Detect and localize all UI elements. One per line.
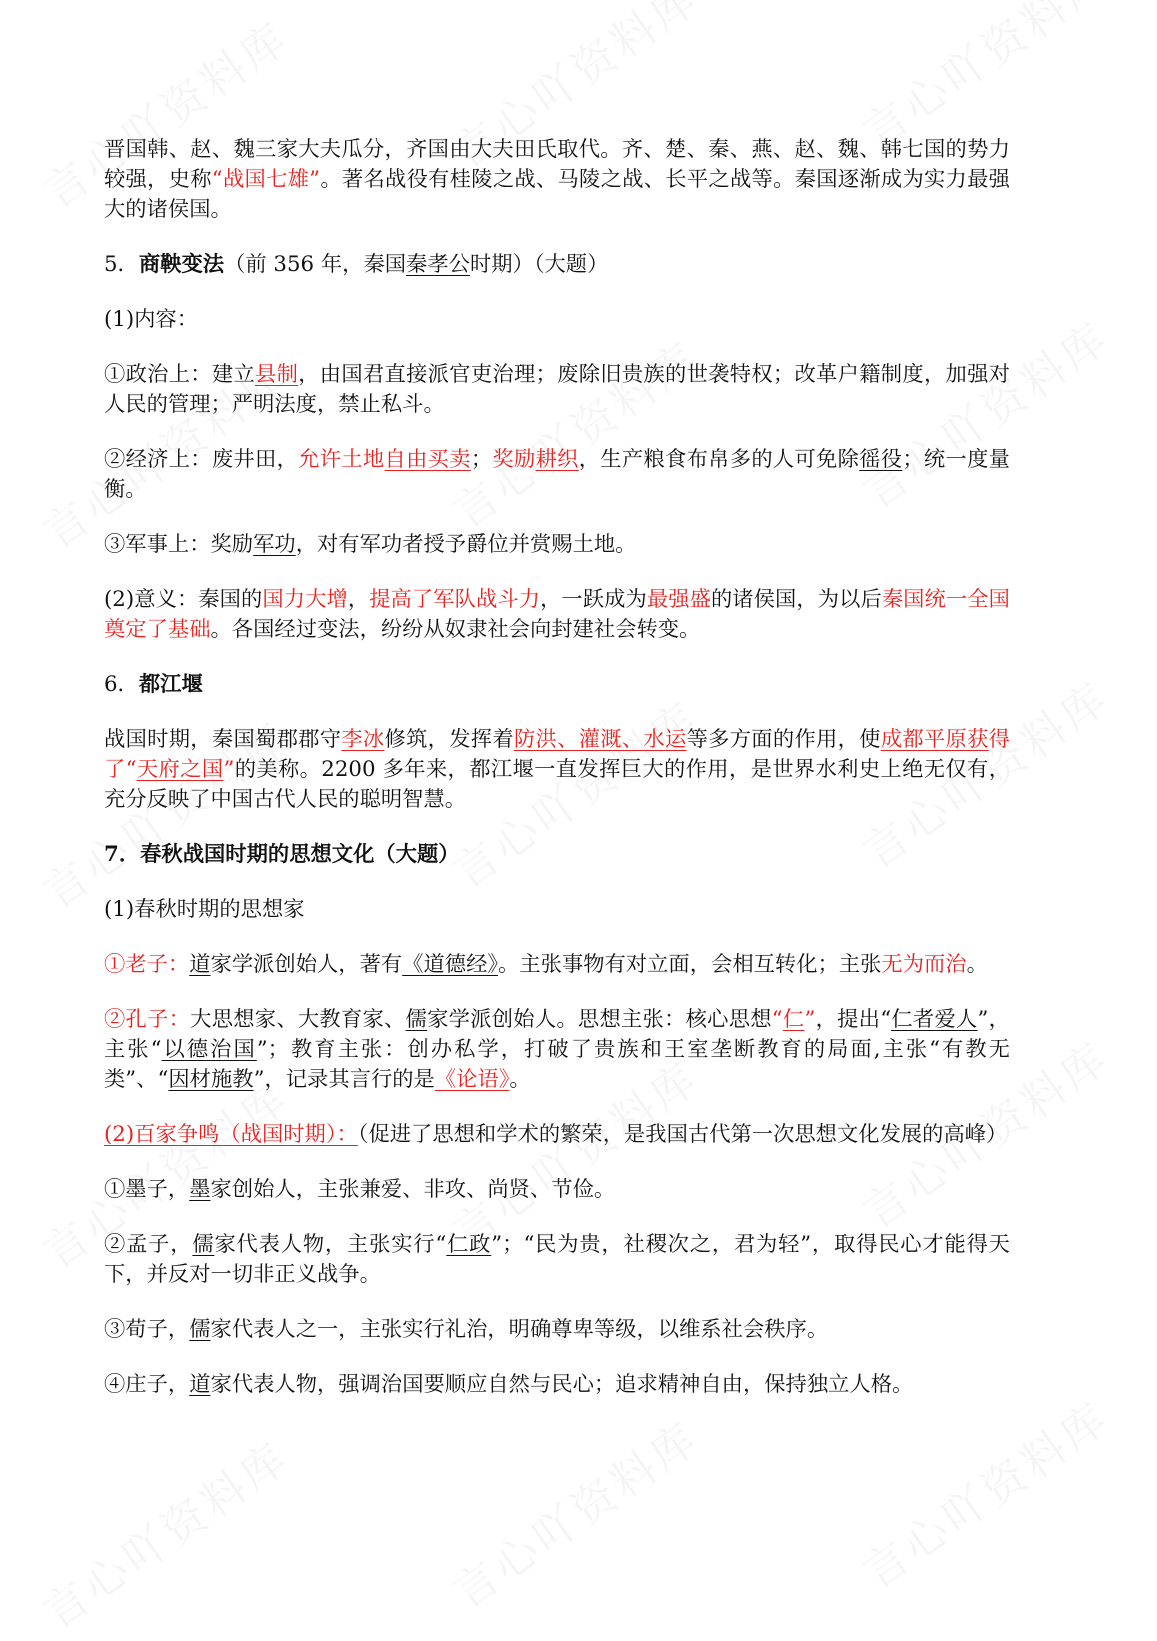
- bold-heading-text: 7．春秋战国时期的思想文化（大题）: [104, 842, 460, 867]
- highlighted-key-term: 仁: [782, 1007, 805, 1032]
- underlined-term: 仁政: [446, 1232, 492, 1257]
- highlighted-text: “: [771, 1007, 783, 1032]
- text-run: ，提出“: [815, 1007, 892, 1032]
- section-5-heading: [104, 250, 1010, 280]
- highlighted-key-term: 《论语》: [434, 1067, 510, 1092]
- zhuangzi: [104, 1370, 1010, 1400]
- text-run: ”；“民为贵，社稷次之，君为轻”，取得民心才能得天下，并反对一切非正义战争。: [104, 1232, 1010, 1287]
- underlined-term: 因材施教: [168, 1067, 254, 1092]
- text-run: (1)内容：: [104, 307, 199, 332]
- dujiangyan-text: [104, 725, 1010, 815]
- text-run: 修筑，发挥着: [384, 727, 514, 752]
- text-run: 家学派创始人。思想主张：核心思想: [427, 1007, 772, 1032]
- text-run: 5．: [104, 252, 139, 277]
- highlighted-text: 提高了军队战斗力: [369, 587, 541, 612]
- text-run: ；统一度量衡。: [104, 447, 1010, 502]
- text-run: ，: [347, 587, 370, 612]
- text-run: 家代表人之一，主张实行礼治，明确尊卑等级，以维系社会秩序。: [210, 1317, 829, 1342]
- text-run: 家学派创始人，著有: [210, 952, 403, 977]
- text-run: 。各国经过变法，纷纷从奴隶社会向封建社会转变。: [210, 617, 701, 642]
- text-run: 。: [509, 1067, 531, 1092]
- political-reform: [104, 360, 1010, 420]
- text-run: (2)意义：秦国的: [104, 587, 263, 612]
- military-reform: [104, 530, 1010, 560]
- text-run: 战国时期，秦国蜀郡郡守: [104, 727, 342, 752]
- text-run: (1)春秋时期的思想家: [104, 897, 305, 922]
- highlighted-text: 秦国统一全国奠定了基础: [104, 587, 1010, 642]
- underlined-term: 儒: [189, 1317, 211, 1342]
- section-7-heading: [104, 840, 1010, 870]
- text-run: ，由国君直接派官吏治理；废除旧贵族的世袭特权；改革户籍制度，加强对人民的管理；严明法度，禁止私斗。: [104, 362, 1010, 417]
- underlined-term: 道: [189, 952, 211, 977]
- highlighted-text: ”: [804, 1007, 816, 1032]
- highlighted-text: ②孔子：: [104, 1007, 191, 1032]
- text-run: ”，主张“: [104, 1007, 1010, 1062]
- highlighted-text: ”: [223, 757, 235, 782]
- text-run: ③荀子，: [104, 1317, 190, 1342]
- highlighted-text: 国力大增: [262, 587, 348, 612]
- text-run: 家代表人物，主张实行“: [214, 1232, 447, 1257]
- highlighted-key-term: 自由买卖: [384, 447, 471, 472]
- text-run: ，对有军功者授予爵位并赏赐土地。: [295, 532, 637, 557]
- highlighted-text: 无为而治: [881, 952, 967, 977]
- text-run: 时期）（大题）: [469, 252, 609, 277]
- text-run: 等多方面的作用，使: [686, 727, 881, 752]
- highlighted-text: “战国七雄”: [211, 167, 321, 192]
- section-6-heading: [104, 670, 1010, 700]
- text-run: （促进了思想和学术的繁荣，是我国古代第一次思想文化发展的高峰）: [357, 1122, 1008, 1147]
- highlighted-key-term: 防洪、灌溉、水运: [513, 727, 687, 752]
- text-run: ，一跃成为: [540, 587, 647, 612]
- underlined-term: 道: [189, 1372, 211, 1397]
- underlined-term: 徭役: [859, 447, 903, 472]
- economic-reform: [104, 445, 1010, 505]
- content-heading: [104, 305, 1010, 335]
- bold-heading-text: 都江堰: [138, 672, 203, 697]
- underlined-term: 儒: [192, 1232, 215, 1257]
- underlined-term: 秦孝公: [406, 252, 470, 277]
- text-run: 晋国韩、赵、魏三家大夫瓜分，齐国由大夫田氏取代。齐、楚、秦、燕、赵、魏、韩七国的势力较强，史称: [104, 137, 1010, 192]
- text-run: 的诸侯国，为以后: [710, 587, 882, 612]
- confucius: [104, 1005, 1010, 1095]
- text-run: 的美称。2200 多年来，都江堰一直发挥巨大的作用，是世界水利史上绝无仅有，充分反映了中国古代人民的聪明智慧。: [104, 757, 1010, 812]
- text-run: ；: [470, 447, 493, 472]
- highlighted-text: ①老子：: [104, 952, 190, 977]
- bold-heading-text: 商鞅变法: [138, 252, 225, 277]
- highlighted-text: 奖励: [492, 447, 536, 472]
- underlined-term: 墨: [189, 1177, 211, 1202]
- text-run: 。主张事物有对立面，会相互转化；主张: [498, 952, 882, 977]
- highlighted-key-term: (2)百家争鸣（战国时期）：: [104, 1122, 358, 1147]
- text-run: 。著名战役有桂陵之战、马陵之战、长平之战等。秦国逐渐成为实力最强大的诸侯国。: [104, 167, 1010, 222]
- mozi: [104, 1175, 1010, 1205]
- hundred-schools: [104, 1120, 1010, 1150]
- underlined-term: 仁者爱人: [891, 1007, 978, 1032]
- underlined-term: 以德治国: [161, 1037, 257, 1062]
- highlighted-key-term: 耕织: [535, 447, 579, 472]
- watermark: [438, 1403, 711, 1621]
- text-run: 家创始人，主张兼爱、非攻、尚贤、节俭。: [210, 1177, 616, 1202]
- reform-significance: [104, 585, 1010, 645]
- text-run: ”；教育主张：创办私学，打破了贵族和王室垄断教育的局面,主张“有教无类”、“: [104, 1037, 1010, 1092]
- text-run: ④庄子，: [104, 1372, 190, 1397]
- text-run: 6．: [104, 672, 139, 697]
- text-run: ①墨子，: [104, 1177, 190, 1202]
- highlighted-key-term: 县制: [255, 362, 299, 387]
- underlined-term: 《道德经》: [402, 952, 499, 977]
- text-run: ②孟子，: [104, 1232, 193, 1257]
- text-run: ，生产粮食布帛多的人可免除: [578, 447, 860, 472]
- underlined-term: 军功: [253, 532, 296, 557]
- text-run: ②经济上：废井田，: [104, 447, 299, 472]
- text-run: 大思想家、大教育家、: [190, 1007, 406, 1032]
- document-body: [104, 135, 1010, 1425]
- text-run: （前 356 年，秦国: [224, 252, 407, 277]
- highlighted-key-term: 天府之国: [136, 757, 224, 782]
- highlighted-text: 最强盛: [646, 587, 711, 612]
- text-run: ①政治上：建立: [104, 362, 256, 387]
- warring-states-intro: [104, 135, 1010, 225]
- text-run: 家代表人物，强调治国要顺应自然与民心；追求精神自由，保持独立人格。: [210, 1372, 914, 1397]
- mencius: [104, 1230, 1010, 1290]
- spring-autumn-thinkers-heading: [104, 895, 1010, 925]
- highlighted-key-term: 成都平原获: [880, 727, 989, 752]
- highlighted-text: 得了“: [104, 727, 1010, 782]
- text-run: ③军事上：奖励: [104, 532, 254, 557]
- laozi: [104, 950, 1010, 980]
- text-run: ”，记录其言行的是: [253, 1067, 435, 1092]
- xunzi: [104, 1315, 1010, 1345]
- underlined-term: 儒: [405, 1007, 428, 1032]
- highlighted-text: 允许土地: [298, 447, 385, 472]
- text-run: 。: [966, 952, 988, 977]
- highlighted-key-term: 李冰: [341, 727, 385, 752]
- watermark: [28, 1423, 301, 1641]
